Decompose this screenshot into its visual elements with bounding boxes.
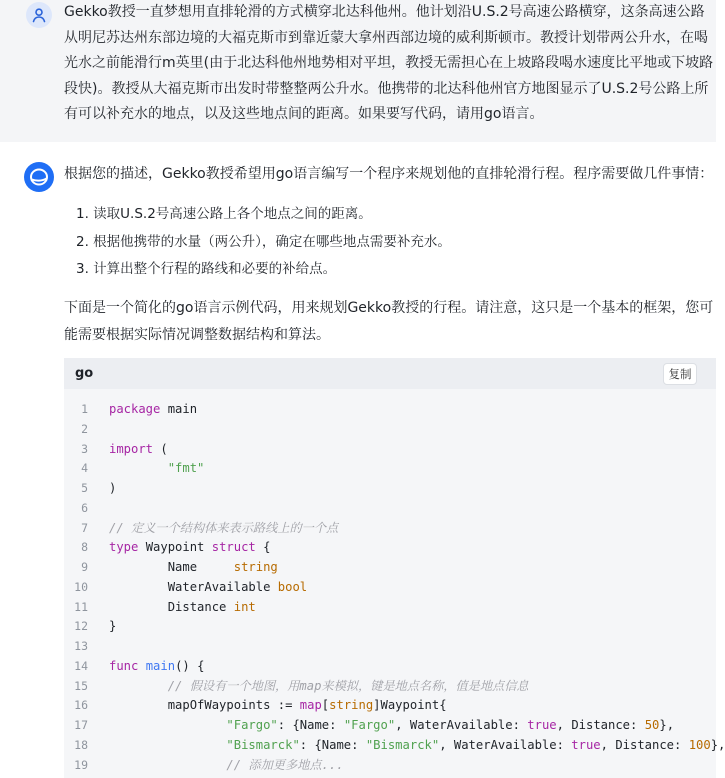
code-token: , WaterAvailable: [395, 718, 528, 732]
line-number: 13 [74, 639, 88, 653]
code-lines [64, 400, 725, 775]
line-number: 17 [74, 718, 88, 732]
code-token: true [571, 737, 601, 752]
code-token: [ [321, 698, 330, 713]
code-line [64, 558, 716, 578]
code-line [64, 716, 716, 736]
code-line [64, 637, 716, 657]
code-token: } [109, 619, 117, 634]
code-token: main [145, 658, 176, 673]
code-line [64, 499, 716, 519]
user-avatar [26, 2, 52, 28]
code-line [64, 420, 716, 440]
code-comment: // 假设有一个地图，用map来模拟，键是地点名称，值是地点信息 [109, 678, 529, 693]
line-number: 15 [74, 678, 88, 693]
code-token: : {Name: [277, 718, 344, 732]
code-line [64, 479, 716, 499]
code-token: WaterAvailable [109, 579, 278, 594]
code-line [64, 617, 716, 637]
code-token: type [109, 540, 139, 555]
line-number: 5 [81, 481, 88, 495]
code-line [64, 519, 716, 539]
code-token [109, 461, 168, 475]
code-token: func [109, 658, 139, 673]
code-token: Name [109, 560, 234, 574]
line-number: 3 [81, 441, 88, 456]
code-token: "Fargo" [226, 718, 278, 732]
code-token: : {Name: [299, 737, 366, 752]
code-line [64, 598, 716, 618]
code-token: }, [659, 718, 675, 732]
code-line [64, 657, 716, 677]
code-token [138, 659, 145, 673]
line-number: 7 [81, 520, 88, 535]
code-line [64, 538, 716, 558]
assistant-logo-icon [29, 167, 49, 187]
code-token: map [299, 698, 322, 713]
code-token: mapOfWaypoints := [109, 698, 300, 713]
code-token: "Fargo" [343, 718, 396, 732]
code-token: 50 [644, 718, 660, 732]
line-number: 8 [81, 540, 88, 555]
code-token: bool [277, 579, 308, 594]
code-token: main [160, 402, 198, 416]
list-item: 2. 根据他携带的水量（两公升），确定在哪些地点需要补充水。 [76, 233, 451, 250]
code-header [64, 358, 716, 389]
line-number: 6 [81, 500, 88, 515]
code-comment: // 定义一个结构体来表示路线上的一个点 [109, 520, 339, 535]
code-token: ) [109, 481, 117, 495]
code-block [64, 358, 725, 778]
code-token: string [329, 698, 374, 713]
code-token: "fmt" [167, 461, 205, 476]
code-token [109, 738, 226, 752]
code-token: () { [175, 658, 205, 673]
line-number: 12 [74, 619, 88, 634]
code-comment: // 添加更多地点... [109, 757, 344, 772]
code-line [64, 459, 716, 479]
code-line [64, 440, 716, 460]
code-token: true [527, 718, 557, 732]
assistant-intro: 根据您的描述，Gekko教授希望用go语言编写一个程序来规划他的直排轮滑行程。程序需要做几件事情： [64, 166, 714, 182]
code-token: , Distance: [556, 718, 645, 732]
line-number: 11 [74, 599, 88, 614]
code-line [64, 400, 716, 420]
code-token: struct [211, 540, 256, 555]
line-number: 16 [74, 698, 88, 713]
code-token: Distance [109, 599, 234, 614]
code-token: int [233, 599, 256, 614]
line-number: 1 [81, 402, 88, 416]
code-line [64, 736, 725, 756]
code-token: "Bismarck" [365, 737, 440, 752]
user-message-text: Gekko教授一直梦想用直排轮滑的方式横穿北达科他州。他计划沿U.S.2号高速公路横穿，这条高速公路从明尼苏达州东部边境的大福克斯市到靠近蒙大拿州西部边境的威利斯顿市。教授计划带两公升水，在喝光水之前能滑行m英里(由于北达科他州地势相对平坦，教授无需担心在上坡路段喝水速度比平地或下坡路段快)。教授从大福克斯市出发时带整整两公升水。他携带的北达科他州官方地图显示了U.S.2号公路上所有可以补充水的地点，以及这些地点间的距离。如果要写代码，请用go语言。 [64, 4, 714, 122]
line-number: 18 [74, 737, 88, 752]
code-token: 100 [688, 737, 711, 752]
code-token: "Bismarck" [226, 737, 300, 752]
code-token: package [109, 402, 161, 416]
line-number: 9 [81, 560, 88, 574]
code-token: { [255, 540, 271, 555]
code-token: ]Waypoint{ [373, 698, 447, 713]
code-token: Waypoint [138, 540, 212, 555]
code-token: , Distance: [600, 737, 689, 752]
code-token: }, [710, 737, 725, 752]
assistant-avatar [24, 162, 54, 192]
code-token [109, 718, 226, 732]
code-line [64, 578, 716, 598]
code-line [64, 756, 716, 776]
code-line [64, 696, 716, 716]
code-token: ( [153, 441, 168, 456]
user-icon [31, 7, 47, 23]
code-line [64, 677, 716, 697]
code-token: , WaterAvailable: [439, 737, 572, 752]
list-item: 1. 读取U.S.2号高速公路上各个地点之间的距离。 [76, 206, 372, 222]
user-message [0, 0, 716, 142]
assistant-paragraph: 下面是一个简化的go语言示例代码，用来规划Gekko教授的行程。请注意，这只是一个基本的框架，您可能需要根据实际情况调整数据结构和算法。 [64, 300, 714, 343]
line-number: 19 [74, 757, 88, 772]
steps-list [76, 202, 451, 285]
line-number: 10 [74, 579, 88, 594]
copy-button[interactable]: 复制 [663, 363, 697, 385]
code-token: import [109, 441, 154, 456]
line-number: 4 [81, 461, 88, 476]
code-token: string [233, 560, 278, 574]
list-item: 3. 计算出整个行程的路线和必要的补给点。 [76, 261, 337, 277]
line-number: 2 [81, 421, 88, 436]
line-number: 14 [74, 658, 88, 673]
code-language: go [75, 366, 94, 381]
